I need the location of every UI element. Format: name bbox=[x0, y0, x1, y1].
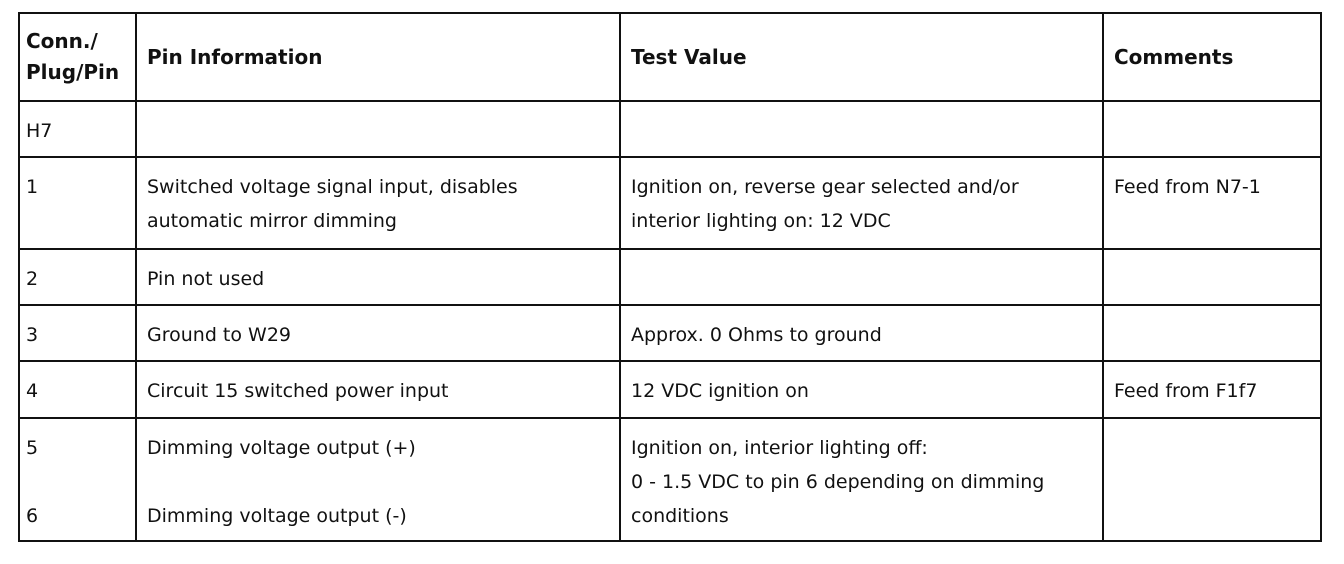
test-value-line: Ignition on, interior lighting off: bbox=[631, 436, 928, 459]
pin-info-line: Dimming voltage output (-) bbox=[147, 504, 407, 527]
header-conn-line2: Plug/Pin bbox=[26, 60, 120, 84]
header-test-value: Test Value bbox=[620, 13, 1103, 101]
pin-info-line: Ground to W29 bbox=[147, 323, 292, 346]
test-value-line: interior lighting on: 12 VDC bbox=[631, 209, 891, 232]
table-row bbox=[19, 249, 1321, 305]
cell-test-value bbox=[620, 249, 1103, 305]
table-row bbox=[19, 305, 1321, 362]
pin-number-6: 6 bbox=[26, 504, 39, 527]
table-row bbox=[19, 157, 1321, 250]
cell-pin: 3 bbox=[19, 305, 136, 362]
test-value-line: 0 - 1.5 VDC to pin 6 depending on dimming bbox=[631, 470, 1045, 493]
table-row bbox=[19, 101, 1321, 157]
pin-info-line: automatic mirror dimming bbox=[147, 209, 397, 232]
cell-comment bbox=[1103, 418, 1321, 541]
header-pin-information: Pin Information bbox=[136, 13, 620, 101]
spacer bbox=[147, 465, 609, 499]
pin-number-5: 5 bbox=[26, 436, 39, 459]
cell-pin-info bbox=[136, 361, 620, 418]
pin-info-line: Switched voltage signal input, disables bbox=[147, 175, 518, 198]
cell-comment bbox=[1103, 101, 1321, 157]
spacer bbox=[26, 465, 125, 499]
test-value-line: Approx. 0 Ohms to ground bbox=[631, 323, 882, 346]
table-row bbox=[19, 361, 1321, 418]
cell-pin bbox=[19, 418, 136, 541]
cell-test-value bbox=[620, 361, 1103, 418]
test-value-line: conditions bbox=[631, 504, 729, 527]
cell-pin-info bbox=[136, 305, 620, 362]
cell-test-value bbox=[620, 305, 1103, 362]
test-value-line: Ignition on, reverse gear selected and/or bbox=[631, 175, 1019, 198]
header-conn-line1: Conn./ bbox=[26, 29, 98, 53]
cell-comment bbox=[1103, 249, 1321, 305]
table-header-row bbox=[19, 13, 1321, 101]
table-row bbox=[19, 418, 1321, 541]
cell-pin: 2 bbox=[19, 249, 136, 305]
header-conn-plug-pin bbox=[19, 13, 136, 101]
pin-information-table bbox=[18, 12, 1322, 542]
pin-info-line: Circuit 15 switched power input bbox=[147, 380, 449, 403]
cell-pin-info bbox=[136, 249, 620, 305]
cell-pin-info bbox=[136, 101, 620, 157]
cell-pin: 4 bbox=[19, 361, 136, 418]
cell-pin: 1 bbox=[19, 157, 136, 250]
cell-pin: H7 bbox=[19, 101, 136, 157]
header-comments: Comments bbox=[1103, 13, 1321, 101]
cell-pin-info bbox=[136, 157, 620, 250]
test-value-line: 12 VDC ignition on bbox=[631, 380, 809, 403]
pin-info-line: Pin not used bbox=[147, 268, 265, 291]
cell-test-value bbox=[620, 101, 1103, 157]
cell-comment: Feed from N7-1 bbox=[1103, 157, 1321, 250]
cell-comment bbox=[1103, 305, 1321, 362]
cell-test-value bbox=[620, 418, 1103, 541]
cell-comment: Feed from F1f7 bbox=[1103, 361, 1321, 418]
pin-info-line: Dimming voltage output (+) bbox=[147, 436, 416, 459]
cell-pin-info bbox=[136, 418, 620, 541]
cell-test-value bbox=[620, 157, 1103, 250]
